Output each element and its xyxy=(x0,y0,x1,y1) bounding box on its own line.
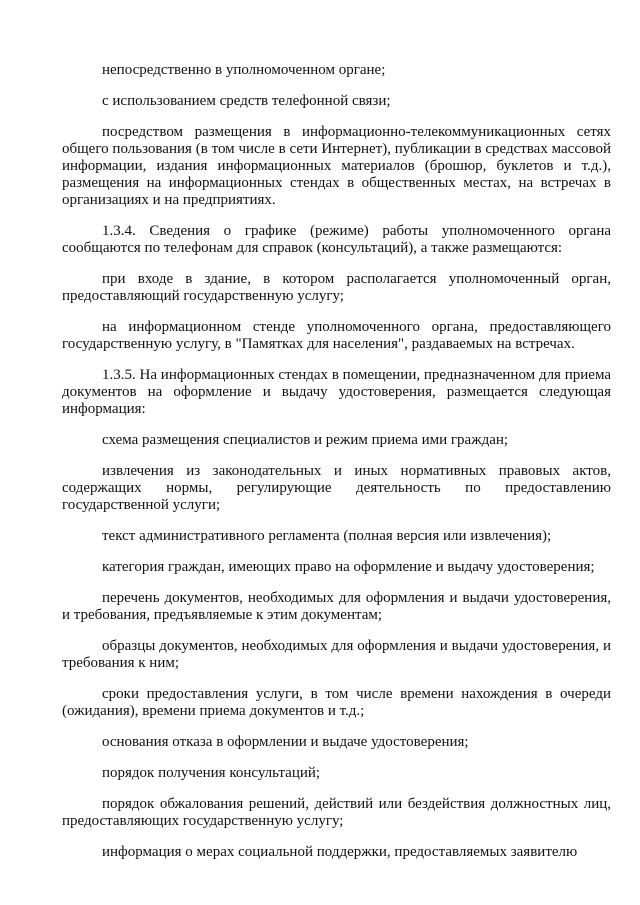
paragraph-building-entrance: при входе в здание, в котором располагается уполномоченный орган, предоставляющий государственную услугу; xyxy=(62,271,611,304)
list-item-consultation-order: порядок получения консультаций; xyxy=(102,765,321,781)
document-body xyxy=(62,62,611,875)
paragraph-1-3-4: 1.3.4. Сведения о графике (режиме) работы уполномоченного органа сообщаются по телефонам для справок (консультаций), а также размещаются: xyxy=(62,223,611,256)
paragraph-telephone: с использованием средств телефонной связи; xyxy=(102,93,391,109)
paragraph-info-stand: на информационном стенде уполномоченного органа, предоставляющего государственную услугу, в "Памятках для населения", раздаваемых на встречах. xyxy=(62,319,611,352)
list-item-citizen-category: категория граждан, имеющих право на оформление и выдачу удостоверения; xyxy=(102,559,595,575)
paragraph-1-3-5: 1.3.5. На информационных стендах в помещении, предназначенном для приема документов на оформление и выдачу удостоверения, размещается следующая информация: xyxy=(62,367,611,417)
list-item-regulation-text: текст административного регламента (полная версия или извлечения); xyxy=(102,528,552,544)
list-item-documents-list: перечень документов, необходимых для оформления и выдачи удостоверения, и требования, предъявляемые к этим документам; xyxy=(62,590,611,623)
list-item-service-terms: сроки предоставления услуги, в том числе времени нахождения в очереди (ожидания), времени приема документов и т.д.; xyxy=(62,686,611,719)
list-item-document-samples: образцы документов, необходимых для оформления и выдачи удостоверения, и требования к ним; xyxy=(62,638,611,671)
list-item-appeal-procedure: порядок обжалования решений, действий или бездействия должностных лиц, предоставляющих государственную услугу; xyxy=(62,796,611,829)
paragraph-media-placement: посредством размещения в информационно-телекоммуникационных сетях общего пользования (в том числе в сети Интернет), публикации в средствах массовой информации, издания информационных материалов (брошюр, буклетов и т.д.), размещения на информационных стендах в общественных местах, на встречах в организациях и на предприятиях. xyxy=(62,124,611,208)
list-item-legal-extracts: извлечения из законодательных и иных нормативных правовых актов, содержащих нормы, регулирующие деятельность по предоставлению государственной услуги; xyxy=(62,463,611,513)
list-item-refusal-grounds: основания отказа в оформлении и выдаче удостоверения; xyxy=(102,734,469,750)
list-item-specialists-scheme: схема размещения специалистов и режим приема ими граждан; xyxy=(102,432,509,448)
list-item-social-support: информация о мерах социальной поддержки, предоставляемых заявителю xyxy=(102,844,578,860)
paragraph-in-authorized-body: непосредственно в уполномоченном органе; xyxy=(102,62,386,78)
